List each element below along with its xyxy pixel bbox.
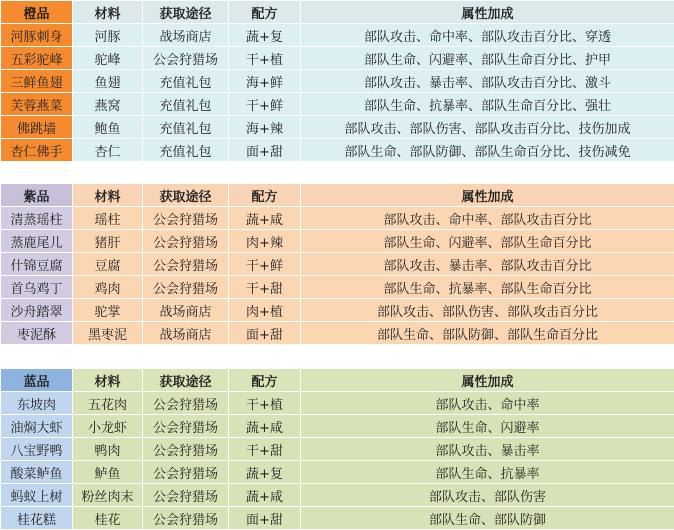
dish-source: 公会狩猎场 xyxy=(143,47,229,70)
dish-recipe: 蔬+复 xyxy=(229,24,301,47)
dish-bonus: 部队生命、部队防御 xyxy=(301,507,674,530)
dish-name: 杏仁佛手 xyxy=(1,139,73,162)
dish-source: 战场商店 xyxy=(143,322,229,345)
dish-source: 充值礼包 xyxy=(143,116,229,139)
purple-tier-table xyxy=(0,183,674,345)
header-source: 获取途径 xyxy=(143,184,229,207)
purple-table xyxy=(0,183,674,345)
tier-header-purple: 紫品 xyxy=(1,184,73,207)
dish-material: 燕窝 xyxy=(73,93,143,116)
table-row xyxy=(1,461,674,484)
tier-header-orange: 橙品 xyxy=(1,1,73,24)
dish-material: 小龙虾 xyxy=(73,415,143,438)
dish-material: 粉丝肉末 xyxy=(73,484,143,507)
header-source: 获取途径 xyxy=(143,369,229,392)
dish-source: 公会狩猎场 xyxy=(143,484,229,507)
dish-material: 鲈鱼 xyxy=(73,461,143,484)
dish-recipe: 干+鲜 xyxy=(229,253,301,276)
dish-name: 油焖大虾 xyxy=(1,415,73,438)
table-row xyxy=(1,484,674,507)
dish-bonus: 部队攻击、命中率、部队攻击百分比、穿透 xyxy=(301,24,674,47)
dish-material: 鲍鱼 xyxy=(73,116,143,139)
dish-bonus: 部队攻击、部队伤害、部队攻击百分比、技伤加成 xyxy=(301,116,674,139)
dish-bonus: 部队生命、闪避率、部队生命百分比 xyxy=(301,230,674,253)
table-row xyxy=(1,415,674,438)
header-source: 获取途径 xyxy=(143,1,229,24)
blue-table xyxy=(0,368,674,530)
blue-tier-table xyxy=(0,368,674,530)
dish-source: 公会狩猎场 xyxy=(143,230,229,253)
dish-bonus: 部队生命、抗暴率、部队生命百分比 xyxy=(301,276,674,299)
table-row xyxy=(1,139,674,162)
dish-bonus: 部队生命、闪避率 xyxy=(301,415,674,438)
dish-name: 蒸鹿尾儿 xyxy=(1,230,73,253)
dish-bonus: 部队生命、抗暴率、部队生命百分比、强壮 xyxy=(301,93,674,116)
dish-bonus: 部队生命、部队防御、部队生命百分比 xyxy=(301,322,674,345)
table-row xyxy=(1,507,674,530)
table-row xyxy=(1,276,674,299)
dish-recipe: 海+鲜 xyxy=(229,70,301,93)
header-material: 材料 xyxy=(73,184,143,207)
header-bonus: 属性加成 xyxy=(301,1,674,24)
dish-recipe: 面+甜 xyxy=(229,507,301,530)
dish-source: 公会狩猎场 xyxy=(143,415,229,438)
dish-recipe: 干+鲜 xyxy=(229,93,301,116)
header-recipe: 配方 xyxy=(229,184,301,207)
dish-name: 清蒸瑶柱 xyxy=(1,207,73,230)
dish-material: 豆腐 xyxy=(73,253,143,276)
dish-name: 酸菜鲈鱼 xyxy=(1,461,73,484)
dish-recipe: 海+辣 xyxy=(229,116,301,139)
dish-name: 河豚刺身 xyxy=(1,24,73,47)
dish-recipe: 蔬+咸 xyxy=(229,207,301,230)
header-material: 材料 xyxy=(73,1,143,24)
dish-bonus: 部队攻击、暴击率 xyxy=(301,438,674,461)
dish-source: 充值礼包 xyxy=(143,70,229,93)
dish-material: 河豚 xyxy=(73,24,143,47)
dish-material: 鸭肉 xyxy=(73,438,143,461)
dish-bonus: 部队生命、部队防御、部队生命百分比、技伤减免 xyxy=(301,139,674,162)
dish-name: 东坡肉 xyxy=(1,392,73,415)
dish-source: 公会狩猎场 xyxy=(143,461,229,484)
dish-recipe: 干+甜 xyxy=(229,438,301,461)
dish-source: 公会狩猎场 xyxy=(143,392,229,415)
dish-source: 战场商店 xyxy=(143,299,229,322)
dish-source: 公会狩猎场 xyxy=(143,507,229,530)
dish-material: 杏仁 xyxy=(73,139,143,162)
dish-bonus: 部队生命、抗暴率 xyxy=(301,461,674,484)
dish-source: 充值礼包 xyxy=(143,93,229,116)
dish-source: 公会狩猎场 xyxy=(143,276,229,299)
dish-source: 公会狩猎场 xyxy=(143,207,229,230)
dish-recipe: 干+甜 xyxy=(229,276,301,299)
dish-recipe: 蔬+复 xyxy=(229,461,301,484)
dish-bonus: 部队攻击、命中率、部队攻击百分比 xyxy=(301,207,674,230)
dish-source: 公会狩猎场 xyxy=(143,253,229,276)
dish-source: 公会狩猎场 xyxy=(143,438,229,461)
dish-source: 充值礼包 xyxy=(143,139,229,162)
dish-bonus: 部队生命、闪避率、部队生命百分比、护甲 xyxy=(301,47,674,70)
header-recipe: 配方 xyxy=(229,1,301,24)
table-row xyxy=(1,392,674,415)
table-row xyxy=(1,24,674,47)
dish-recipe: 干+植 xyxy=(229,392,301,415)
dish-recipe: 蔬+咸 xyxy=(229,415,301,438)
orange-table xyxy=(0,0,674,162)
dish-name: 蚂蚁上树 xyxy=(1,484,73,507)
table-row xyxy=(1,47,674,70)
table-header-row xyxy=(1,184,674,207)
dish-name: 桂花糕 xyxy=(1,507,73,530)
dish-source: 战场商店 xyxy=(143,24,229,47)
table-row xyxy=(1,230,674,253)
dish-recipe: 面+甜 xyxy=(229,322,301,345)
dish-material: 驼掌 xyxy=(73,299,143,322)
dish-name: 芙蓉燕菜 xyxy=(1,93,73,116)
dish-bonus: 部队攻击、部队伤害、部队攻击百分比 xyxy=(301,299,674,322)
header-bonus: 属性加成 xyxy=(301,184,674,207)
dish-material: 猪肝 xyxy=(73,230,143,253)
table-row xyxy=(1,253,674,276)
header-recipe: 配方 xyxy=(229,369,301,392)
dish-bonus: 部队攻击、命中率 xyxy=(301,392,674,415)
dish-name: 佛跳墙 xyxy=(1,116,73,139)
header-material: 材料 xyxy=(73,369,143,392)
table-row xyxy=(1,322,674,345)
dish-material: 五花肉 xyxy=(73,392,143,415)
dish-recipe: 面+甜 xyxy=(229,139,301,162)
dish-recipe: 肉+辣 xyxy=(229,230,301,253)
table-row xyxy=(1,93,674,116)
dish-material: 桂花 xyxy=(73,507,143,530)
table-row xyxy=(1,207,674,230)
tier-header-blue: 蓝品 xyxy=(1,369,73,392)
dish-name: 什锦豆腐 xyxy=(1,253,73,276)
table-row xyxy=(1,299,674,322)
dish-material: 黑枣泥 xyxy=(73,322,143,345)
dish-recipe: 蔬+咸 xyxy=(229,484,301,507)
dish-name: 首乌鸡丁 xyxy=(1,276,73,299)
orange-tier-table xyxy=(0,0,674,162)
dish-recipe: 干+植 xyxy=(229,47,301,70)
dish-name: 八宝野鸭 xyxy=(1,438,73,461)
table-row xyxy=(1,116,674,139)
table-header-row xyxy=(1,369,674,392)
dish-name: 五彩驼峰 xyxy=(1,47,73,70)
dish-material: 瑶柱 xyxy=(73,207,143,230)
dish-bonus: 部队攻击、暴击率、部队攻击百分比、激斗 xyxy=(301,70,674,93)
table-row xyxy=(1,438,674,461)
table-header-row xyxy=(1,1,674,24)
dish-name: 枣泥酥 xyxy=(1,322,73,345)
dish-material: 鱼翅 xyxy=(73,70,143,93)
table-row xyxy=(1,70,674,93)
dish-material: 驼峰 xyxy=(73,47,143,70)
dish-bonus: 部队攻击、部队伤害 xyxy=(301,484,674,507)
header-bonus: 属性加成 xyxy=(301,369,674,392)
dish-material: 鸡肉 xyxy=(73,276,143,299)
dish-recipe: 肉+植 xyxy=(229,299,301,322)
dish-name: 沙舟踏翠 xyxy=(1,299,73,322)
dish-name: 三鲜鱼翅 xyxy=(1,70,73,93)
dish-bonus: 部队攻击、暴击率、部队攻击百分比 xyxy=(301,253,674,276)
